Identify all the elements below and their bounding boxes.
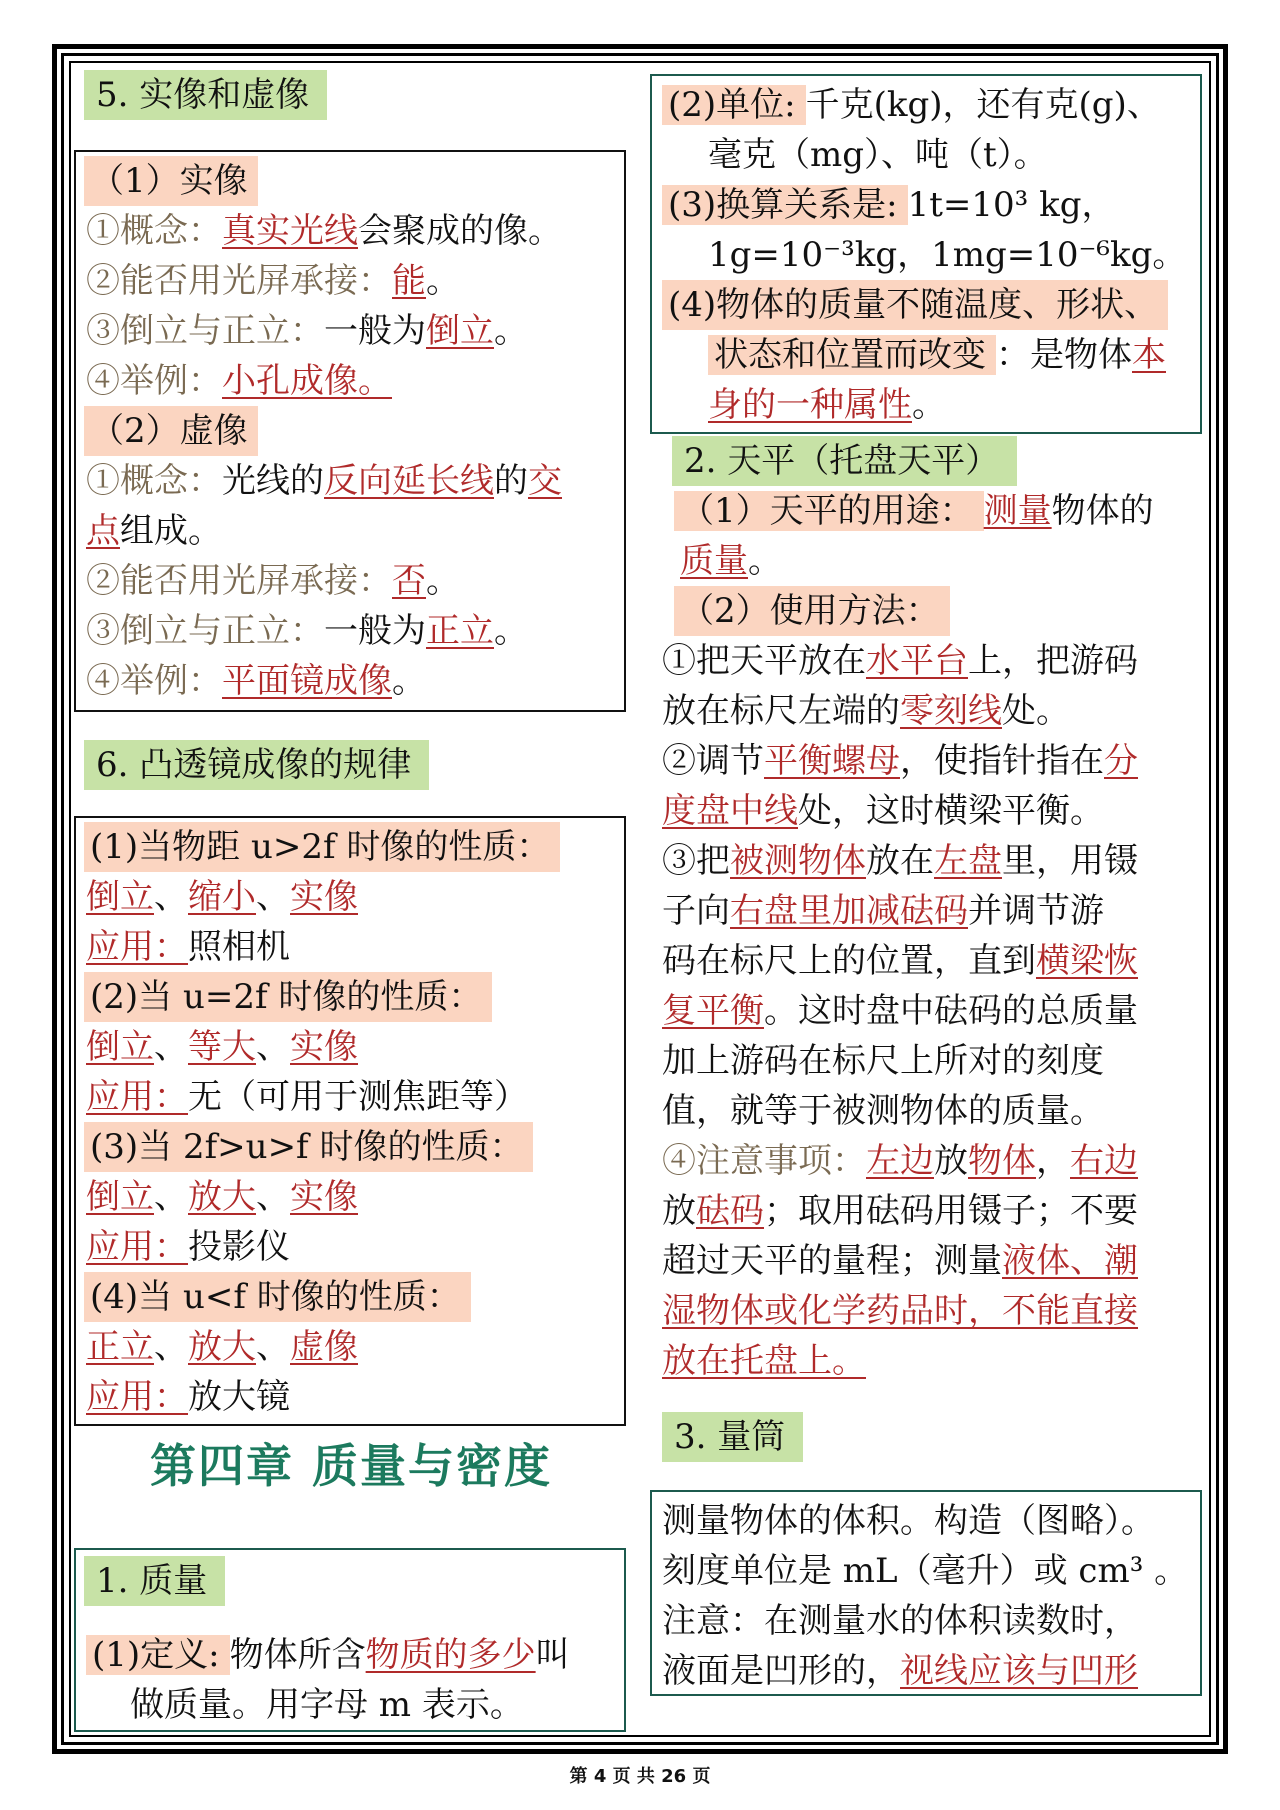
method-line-6: 子向右盘里加减砝码并调节游	[662, 891, 1104, 931]
mass-unit: (2)单位: 千克(kg)，还有克(g)、	[662, 80, 1161, 130]
method-line-10: 值，就等于被测物体的质量。	[662, 1091, 1104, 1131]
mass-heading: 1. 质量	[84, 1556, 225, 1606]
virtual-image-concept-cont: 点组成。	[86, 511, 222, 551]
method-line-14: 湿物体或化学药品时，不能直接	[662, 1291, 1138, 1331]
cylinder-line-3: 注意：在测量水的体积读数时，	[662, 1601, 1138, 1641]
method-line-13: 超过天平的量程；测量液体、潮	[662, 1241, 1138, 1281]
cylinder-line-2: 刻度单位是 mL（毫升）或 cm³ 。	[662, 1551, 1189, 1591]
virtual-image-screen: ②能否用光屏承接：否。	[86, 561, 460, 601]
method-line-7: 码在标尺上的位置，直到横梁恢	[662, 941, 1138, 981]
cylinder-line-1: 测量物体的体积。构造（图略）。	[662, 1501, 1155, 1541]
case-4-heading: (4)当 u<f 时像的性质：	[84, 1272, 471, 1322]
virtual-image-orientation: ③倒立与正立：一般为正立。	[86, 611, 528, 651]
mass-definition: (1)定义: 物体所含物质的多少叫	[86, 1630, 570, 1680]
case-3-application: 应用：投影仪	[86, 1227, 290, 1267]
case-2-application: 应用：无（可用于测焦距等）	[86, 1077, 528, 1117]
balance-method-heading: （2）使用方法：	[674, 586, 950, 636]
mass-definition-cont: 做质量。用字母 m 表示。	[130, 1685, 524, 1725]
method-line-1: ①把天平放在水平台上，把游码	[662, 641, 1138, 681]
real-image-orientation: ③倒立与正立：一般为倒立。	[86, 311, 528, 351]
case-2-properties: 倒立、等大、实像	[86, 1027, 358, 1067]
method-line-9: 加上游码在标尺上所对的刻度	[662, 1041, 1104, 1081]
real-image-concept: ①概念：真实光线会聚成的像。	[86, 211, 562, 251]
mass-unit-cont: 毫克（mg）、吨（t）。	[708, 135, 1048, 175]
case-1-heading: (1)当物距 u>2f 时像的性质：	[84, 822, 560, 872]
mass-property-line2: 状态和位置而改变 ：是物体本	[708, 330, 1166, 380]
chapter-title: 第四章 质量与密度	[150, 1439, 553, 1493]
method-line-5: ③把被测物体放在左盘里，用镊	[662, 841, 1138, 881]
real-image-heading: （1）实像	[84, 156, 258, 206]
real-image-screen: ②能否用光屏承接：能。	[86, 261, 460, 301]
method-line-11: ④注意事项：左边放物体，右边	[662, 1141, 1138, 1181]
mass-conversion-cont: 1g=10⁻³kg，1mg=10⁻⁶kg。	[708, 235, 1187, 275]
case-4-properties: 正立、放大、虚像	[86, 1327, 358, 1367]
mass-property-line1: (4)物体的质量不随温度、形状、	[662, 280, 1168, 330]
method-line-8: 复平衡。这时盘中砝码的总质量	[662, 991, 1138, 1031]
method-line-4: 度盘中线处，这时横梁平衡。	[662, 791, 1104, 831]
section-5-heading: 5. 实像和虚像	[84, 70, 327, 120]
virtual-image-example: ④举例：平面镜成像。	[86, 661, 426, 701]
page-footer: 第 4 页 共 26 页	[569, 1766, 711, 1787]
real-image-example: ④举例：小孔成像。	[86, 361, 392, 401]
method-line-3: ②调节平衡螺母，使指针指在分	[662, 741, 1138, 781]
case-3-properties: 倒立、放大、实像	[86, 1177, 358, 1217]
case-4-application: 应用：放大镜	[86, 1377, 290, 1417]
cylinder-heading: 3. 量筒	[662, 1412, 803, 1462]
method-line-12: 放砝码；取用砝码用镊子；不要	[662, 1191, 1138, 1231]
case-1-properties: 倒立、缩小、实像	[86, 877, 358, 917]
case-2-heading: (2)当 u=2f 时像的性质：	[84, 972, 492, 1022]
case-3-heading: (3)当 2f>u>f 时像的性质：	[84, 1122, 533, 1172]
case-1-application: 应用：照相机	[86, 927, 290, 967]
mass-property-line3: 身的一种属性。	[708, 385, 946, 425]
section-6-heading: 6. 凸透镜成像的规律	[84, 740, 429, 790]
virtual-image-heading: （2）虚像	[84, 406, 258, 456]
balance-use-cont: 质量。	[680, 541, 782, 581]
balance-use: （1）天平的用途： 测量物体的	[674, 486, 1154, 536]
method-line-15: 放在托盘上。	[662, 1341, 866, 1381]
mass-conversion: (3)换算关系是: 1t=10³ kg，	[662, 180, 1115, 230]
balance-heading: 2. 天平（托盘天平）	[672, 436, 1017, 486]
virtual-image-concept: ①概念：光线的反向延长线的交	[86, 461, 562, 501]
method-line-2: 放在标尺左端的零刻线处。	[662, 691, 1070, 731]
cylinder-line-4: 液面是凹形的，视线应该与凹形	[662, 1651, 1138, 1691]
